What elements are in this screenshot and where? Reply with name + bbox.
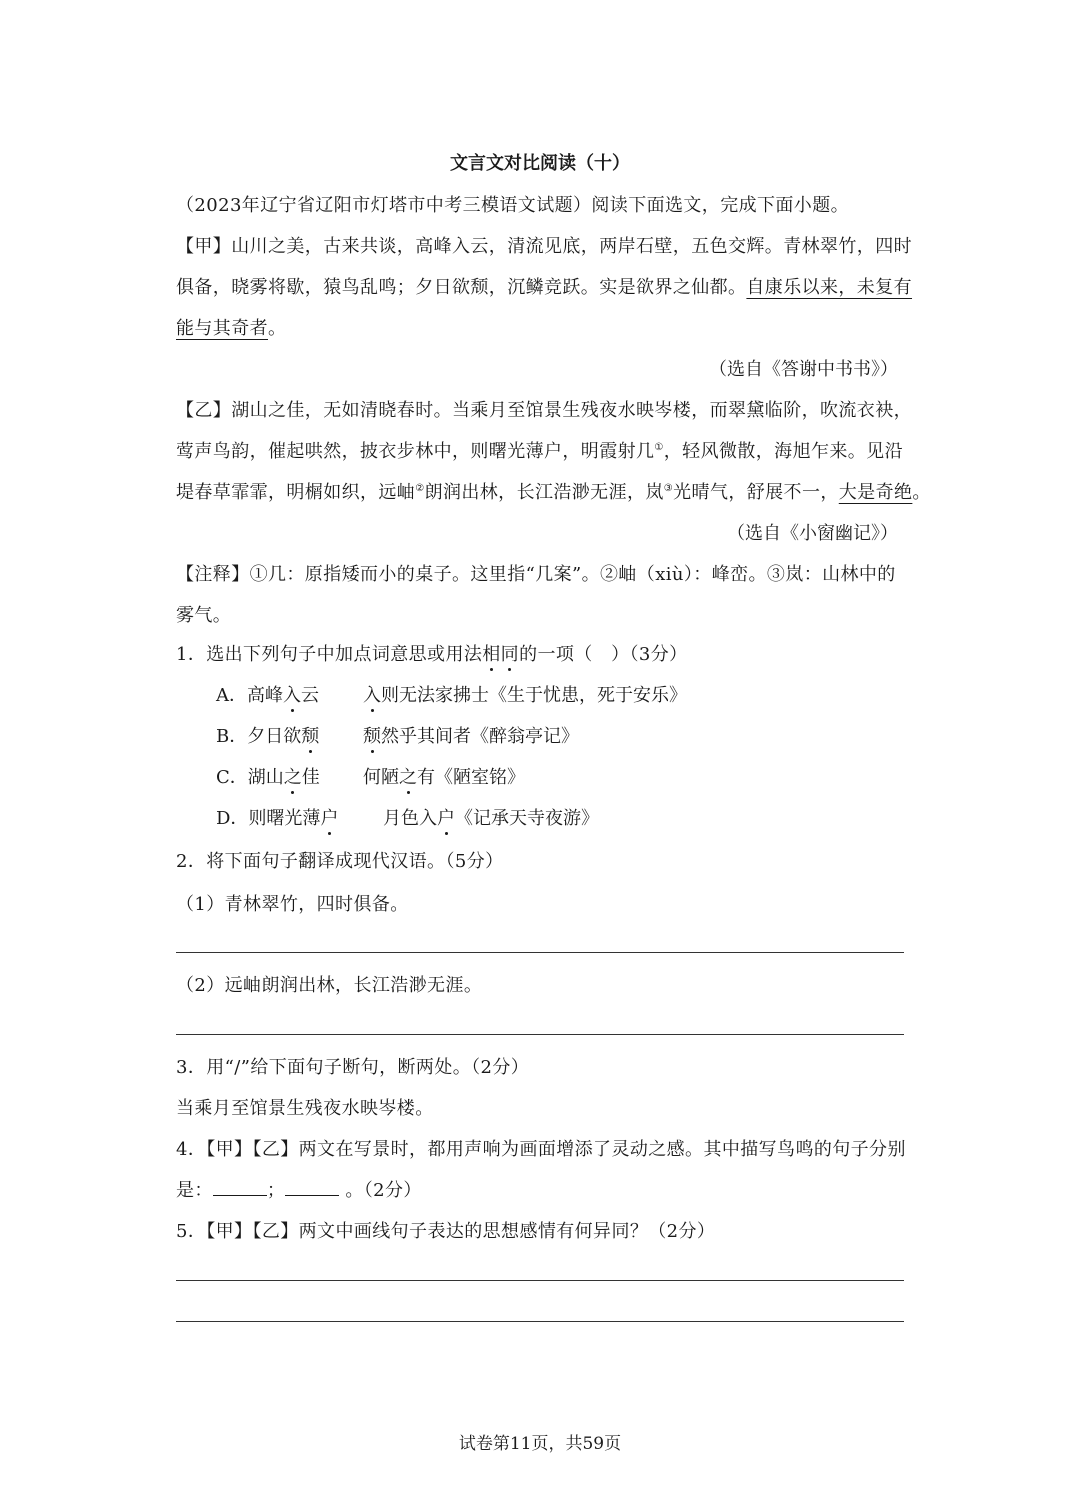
page-footer: 试卷第11页，共59页 [458, 1434, 622, 1454]
q2-sentence-1: （1）青林翠竹，四时俱备。 [176, 894, 409, 915]
dotted-word: 颓 [301, 726, 320, 747]
compare-text: 何陋 [363, 767, 399, 788]
dotted-word: 户 [320, 808, 339, 829]
q2-sentence-2: （2）远岫朗润出林，长江浩渺无涯。 [176, 975, 483, 996]
yi-line-2 [176, 440, 903, 464]
q4-blank-1[interactable] [213, 1181, 267, 1196]
compare-text: 《记承天寺夜游》 [455, 808, 599, 829]
notes-line-2: 雾气。 [176, 605, 232, 626]
note-mark-1: ① [654, 442, 664, 453]
option-label: B． [216, 726, 248, 747]
compare-text: 月色入 [383, 808, 437, 829]
yi-line-3-a: 堤春草霏霏，明榍如织，远岫 [176, 482, 416, 503]
q1-option-d-compare [383, 807, 599, 831]
option-label: C． [216, 767, 248, 788]
q1-stem-dot-2: 同 [500, 644, 520, 665]
q3-sentence: 当乘月至馆景生残夜水映岑楼。 [176, 1098, 434, 1119]
compare-text: 则无法家拂士《生于忧患，死于安乐》 [381, 685, 687, 706]
q1-stem [176, 643, 688, 667]
answer-line-q2-1[interactable] [176, 952, 904, 953]
jia-line-3 [176, 317, 286, 341]
option-text: 高峰 [247, 685, 283, 706]
yi-line-1: 【乙】湖山之佳，无如清晓春时。当乘月至馆景生残夜水映岑楼，而翠黛临阶，吹流衣袂， [176, 400, 912, 421]
q1-option-c-compare [363, 766, 525, 790]
q4-suffix: 。（2分） [345, 1180, 422, 1201]
q1-stem-a: 1．选出下列句子中加点词意思或用法 [176, 644, 483, 665]
jia-line-2 [176, 276, 912, 300]
notes-line-1: 【注释】①几：原指矮而小的桌子。这里指“几案”。②岫（xiù）：峰峦。③岚：山林中的 [176, 564, 896, 585]
q1-option-b-compare [363, 725, 579, 749]
option-label: D． [216, 808, 249, 829]
dotted-word: 入 [363, 685, 381, 706]
q2-stem: 2．将下面句子翻译成现代汉语。（5分） [176, 851, 504, 872]
yi-line-2-a: 莺声鸟韵，催起哄然，披衣步林中，则曙光薄户，明霞射几 [176, 441, 655, 462]
q4-prefix: 是： [176, 1180, 213, 1201]
q4-stem: 4．【甲】【乙】两文在写景时，都用声响为画面增添了灵动之感。其中描写鸟鸣的句子分别 [176, 1139, 906, 1160]
jia-underlined-sentence: 自康乐以来，未复有 [746, 277, 913, 298]
q1-stem-d: 的一项（ ）（3分） [519, 644, 688, 665]
option-text: 夕日欲 [247, 726, 302, 747]
option-text: 佳 [301, 767, 320, 788]
q1-option-a[interactable] [216, 684, 319, 708]
dotted-word: 入 [283, 685, 301, 706]
option-text: 云 [301, 685, 319, 706]
option-text: 则曙光薄 [248, 808, 321, 829]
q1-option-a-compare [363, 684, 687, 708]
dotted-word: 颓 [363, 726, 381, 747]
q1-option-d[interactable] [216, 807, 338, 831]
jia-line-1: 【甲】山川之美，古来共谈，高峰入云，清流见底，两岸石壁，五色交辉。青林翠竹，四时 [176, 236, 912, 257]
dotted-word: 户 [437, 808, 455, 829]
compare-text: 有《陋室铭》 [417, 767, 525, 788]
jia-underlined-sentence-end: 能与其奇者 [176, 318, 268, 339]
jia-line-3-end: 。 [268, 318, 287, 339]
yi-line-3-b: 朗润出林，长江浩渺无涯，岚 [424, 482, 664, 503]
yi-source: （选自《小窗幽记》） [727, 523, 898, 544]
answer-line-q5-1[interactable] [176, 1280, 904, 1281]
yi-line-3 [176, 481, 931, 505]
q1-stem-dot-1: 相 [482, 644, 501, 665]
q4-answer-line [176, 1179, 422, 1203]
note-mark-3: ③ [663, 483, 674, 494]
dotted-word: 之 [283, 767, 302, 788]
page-title: 文言文对比阅读（十） [450, 153, 630, 174]
jia-source: （选自《答谢中书书》） [709, 359, 898, 380]
answer-line-q2-2[interactable] [176, 1034, 904, 1035]
q1-option-c[interactable] [216, 766, 320, 790]
q4-separator: ； [266, 1180, 286, 1201]
yi-underlined-sentence: 大是奇绝 [838, 482, 913, 503]
option-text: 湖山 [247, 767, 284, 788]
intro-text: （2023年辽宁省辽阳市灯塔市中考三模语文试题）阅读下面选文，完成下面小题。 [176, 195, 850, 216]
option-label: A． [216, 685, 247, 706]
q1-option-b[interactable] [216, 725, 319, 749]
answer-line-q5-2[interactable] [176, 1321, 904, 1322]
q4-blank-2[interactable] [285, 1181, 339, 1196]
note-mark-2: ② [415, 483, 425, 494]
q5-stem: 5．【甲】【乙】两文中画线句子表达的思想感情有何异同？（2分） [176, 1221, 716, 1242]
q3-stem: 3．用“/”给下面句子断句，断两处。（2分） [176, 1057, 530, 1078]
yi-line-2-b: ，轻风微散，海旭乍来。见沿 [663, 441, 903, 462]
dotted-word: 之 [399, 767, 417, 788]
yi-line-3-end: 。 [912, 482, 931, 503]
jia-line-2-text: 俱备，晓雾将歇，猿鸟乱鸣；夕日欲颓，沉鳞竞跃。实是欲界之仙都。 [176, 277, 747, 298]
yi-line-3-c: 光晴气，舒展不一， [673, 482, 839, 503]
compare-text: 然乎其间者《醉翁亭记》 [381, 726, 579, 747]
